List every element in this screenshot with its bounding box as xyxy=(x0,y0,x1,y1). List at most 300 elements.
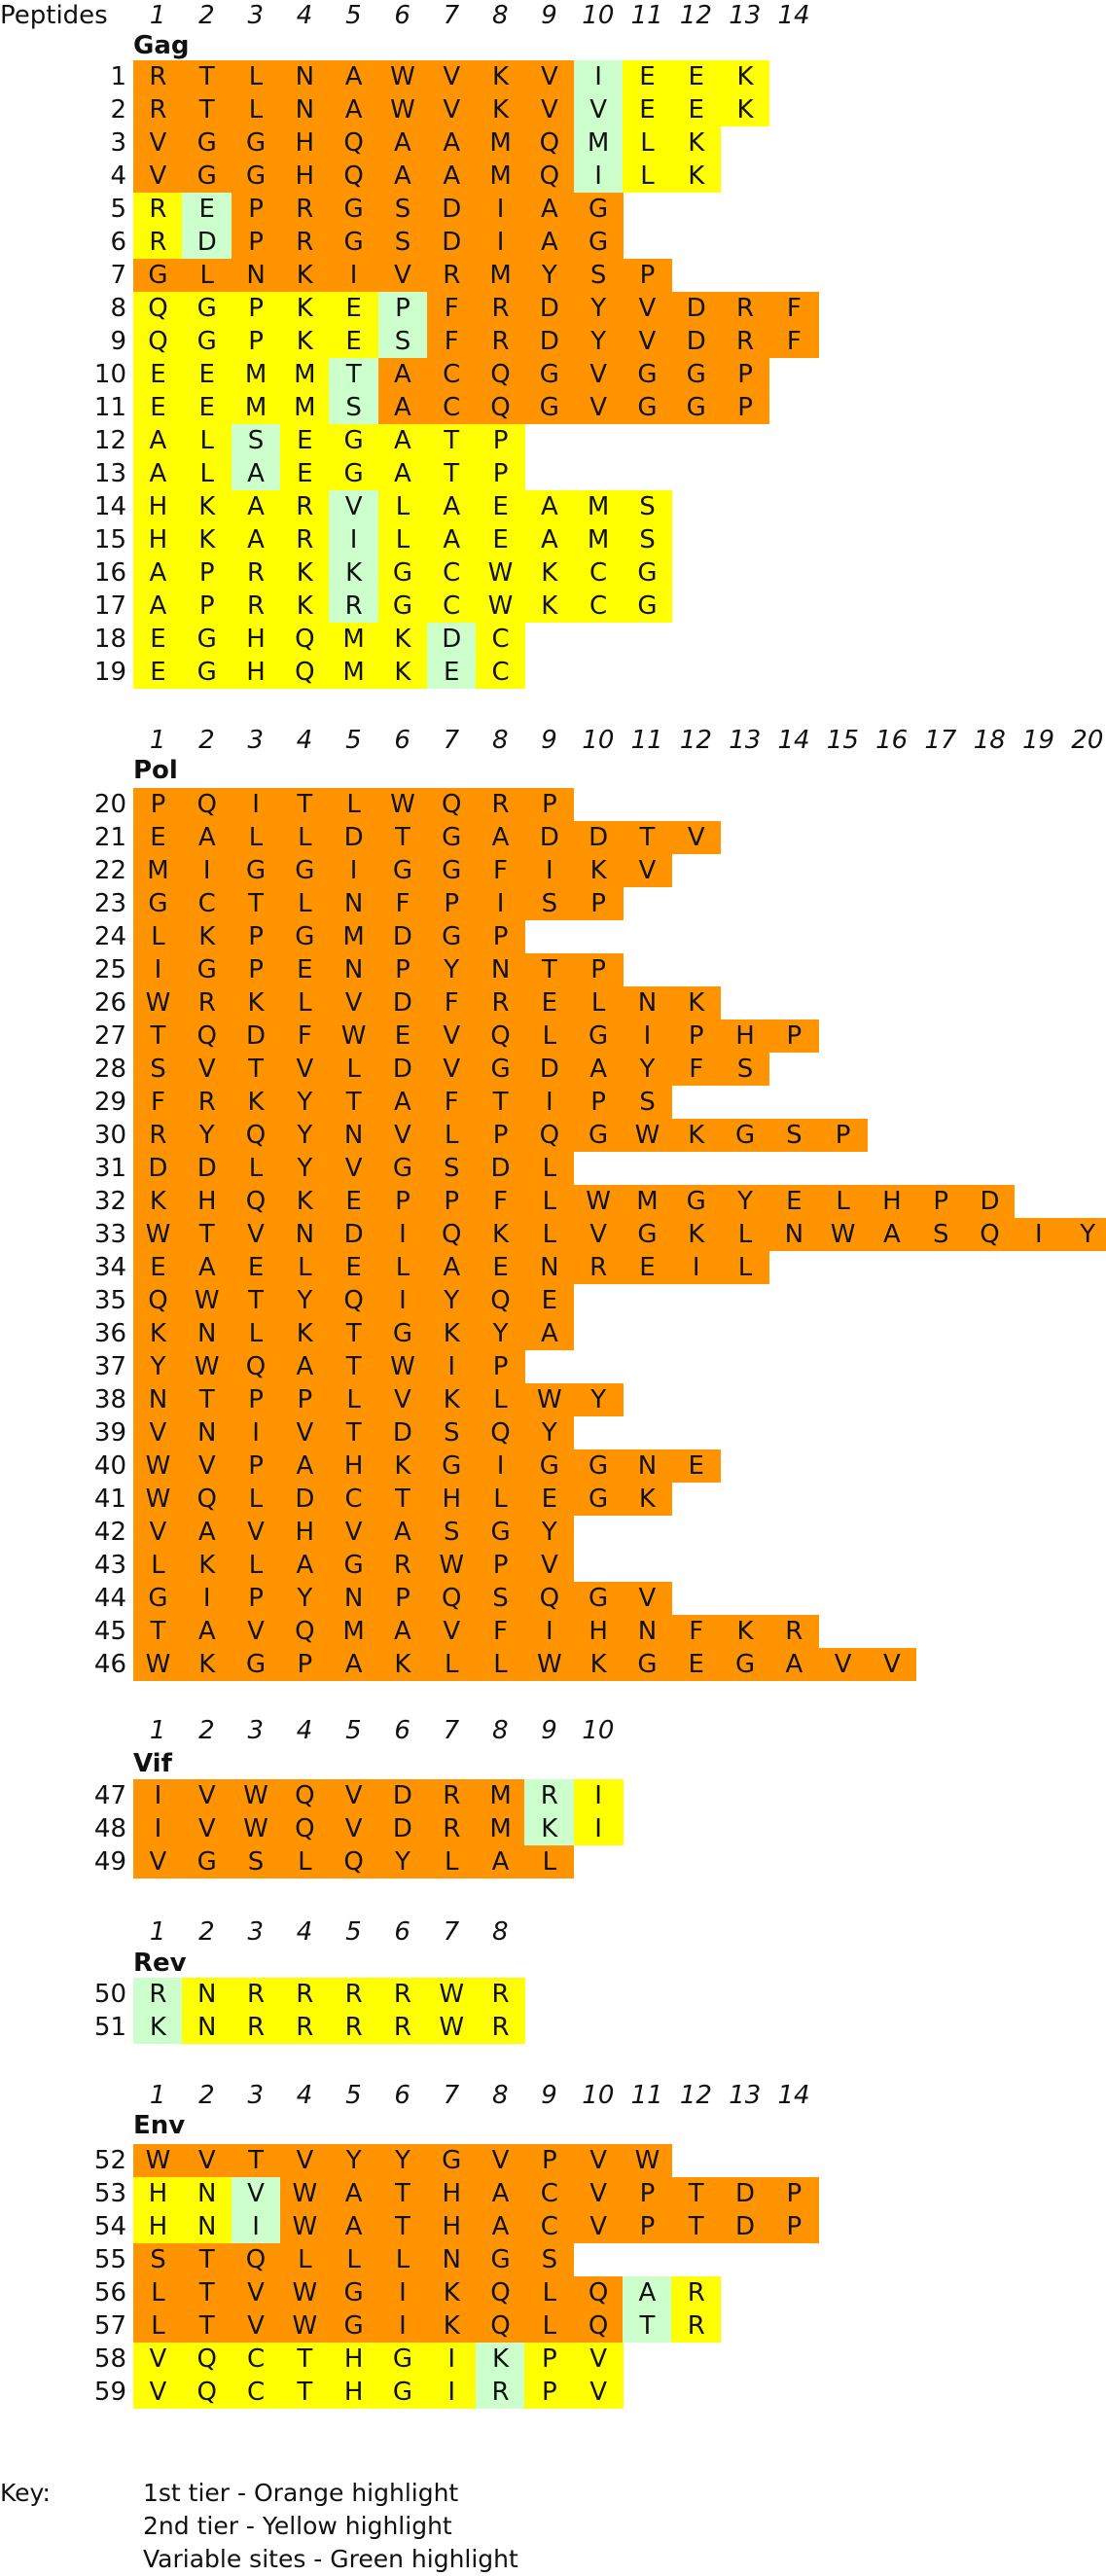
residue-cell: P xyxy=(232,193,281,226)
residue-cell: M xyxy=(232,358,281,391)
column-position-number: 4 xyxy=(296,2081,313,2110)
residue-cell: L xyxy=(378,523,428,556)
column-position-number: 10 xyxy=(582,2081,615,2110)
residue-cell: A xyxy=(232,457,281,490)
residue-cell: S xyxy=(427,1152,477,1185)
residue-cell: T xyxy=(232,1053,281,1086)
residue-cell: D xyxy=(232,1020,281,1053)
residue-cell: E xyxy=(524,986,574,1020)
residue-cell: A xyxy=(476,2177,525,2210)
column-position-number: 4 xyxy=(296,1917,313,1947)
residue-cell: N xyxy=(329,1582,378,1615)
residue-cell: G xyxy=(623,590,672,623)
residue-cell: E xyxy=(378,1020,428,1053)
column-position-number: 3 xyxy=(247,1716,265,1745)
residue-cell: S xyxy=(476,1582,525,1615)
residue-cell: V xyxy=(574,1218,624,1251)
residue-cell: L xyxy=(232,1152,281,1185)
residue-cell: C xyxy=(232,2343,281,2376)
residue-cell: G xyxy=(378,2376,428,2409)
residue-cell: I xyxy=(378,2276,428,2309)
residue-cell: K xyxy=(476,60,525,93)
residue-cell: D xyxy=(671,292,721,325)
residue-cell: L xyxy=(524,1845,574,1878)
residue-cell: S xyxy=(623,523,672,556)
residue-cell: D xyxy=(524,821,574,854)
residue-cell: W xyxy=(133,986,183,1020)
residue-cell: Q xyxy=(524,1582,574,1615)
residue-cell: T xyxy=(182,1218,232,1251)
residue-cell: C xyxy=(574,556,624,590)
residue-cell: H xyxy=(232,623,281,656)
peptide-number: 30 xyxy=(93,1121,126,1150)
column-position-number: 10 xyxy=(582,1,615,30)
residue-cell: R xyxy=(524,1779,574,1812)
residue-cell: Y xyxy=(280,1086,330,1119)
residue-cell: K xyxy=(427,1383,477,1416)
residue-cell: Q xyxy=(329,1284,378,1317)
residue-cell: F xyxy=(427,292,477,325)
residue-cell: A xyxy=(476,2210,525,2243)
residue-cell: K xyxy=(623,1483,672,1516)
column-position-number: 7 xyxy=(443,726,460,755)
peptide-number: 50 xyxy=(93,1980,126,2009)
residue-cell: S xyxy=(623,1086,672,1119)
peptide-number: 46 xyxy=(93,1650,126,1679)
residue-cell: G xyxy=(133,259,183,292)
column-position-number: 13 xyxy=(729,1,762,30)
residue-cell: L xyxy=(476,1483,525,1516)
residue-cell: G xyxy=(721,1648,770,1681)
column-position-number: 8 xyxy=(491,2081,509,2110)
residue-cell: T xyxy=(182,2309,232,2343)
peptide-number: 2 xyxy=(110,95,126,125)
residue-cell: Q xyxy=(182,2376,232,2409)
residue-cell: D xyxy=(378,1779,428,1812)
residue-cell: R xyxy=(280,193,330,226)
residue-cell: R xyxy=(232,590,281,623)
residue-cell: E xyxy=(329,292,378,325)
peptide-number: 20 xyxy=(93,790,126,819)
peptide-number: 23 xyxy=(93,889,126,918)
column-position-number: 4 xyxy=(296,726,313,755)
residue-cell: P xyxy=(916,1185,966,1218)
residue-cell: S xyxy=(232,424,281,457)
residue-cell: P xyxy=(476,424,525,457)
residue-cell: P xyxy=(721,358,770,391)
residue-cell: L xyxy=(232,60,281,93)
residue-cell: A xyxy=(133,424,183,457)
residue-cell: L xyxy=(280,986,330,1020)
residue-cell: W xyxy=(427,1978,477,2011)
residue-cell: W xyxy=(329,1020,378,1053)
residue-cell: P xyxy=(378,1582,428,1615)
residue-cell: S xyxy=(427,1516,477,1549)
residue-cell: H xyxy=(329,2376,378,2409)
residue-cell: V xyxy=(623,292,672,325)
peptide-number: 29 xyxy=(93,1088,126,1117)
column-position-number: 6 xyxy=(394,1917,410,1947)
residue-cell: L xyxy=(329,1383,378,1416)
residue-cell: V xyxy=(524,93,574,126)
residue-cell: V xyxy=(182,1812,232,1845)
residue-cell: G xyxy=(671,1185,721,1218)
residue-cell: Q xyxy=(133,325,183,358)
residue-cell: E xyxy=(524,1483,574,1516)
residue-cell: K xyxy=(280,259,330,292)
residue-cell: L xyxy=(182,457,232,490)
residue-cell: R xyxy=(133,193,183,226)
peptide-number: 33 xyxy=(93,1220,126,1249)
residue-cell: V xyxy=(133,1516,183,1549)
residue-cell: M xyxy=(476,126,525,160)
residue-cell: Y xyxy=(280,1152,330,1185)
residue-cell: I xyxy=(232,1416,281,1449)
residue-cell: T xyxy=(280,2376,330,2409)
residue-cell: H xyxy=(280,126,330,160)
residue-cell: V xyxy=(182,2144,232,2177)
residue-cell: D xyxy=(721,2177,770,2210)
residue-cell: W xyxy=(133,1483,183,1516)
residue-cell: D xyxy=(378,1053,428,1086)
peptide-number: 56 xyxy=(93,2278,126,2308)
peptide-number: 48 xyxy=(93,1814,126,1843)
residue-cell: G xyxy=(574,1020,624,1053)
residue-cell: I xyxy=(133,1779,183,1812)
residue-cell: K xyxy=(378,1648,428,1681)
protein-name-rev: Rev xyxy=(133,1949,187,1978)
residue-cell: L xyxy=(476,1648,525,1681)
residue-cell: A xyxy=(378,1615,428,1648)
residue-cell: A xyxy=(329,2177,378,2210)
column-position-number: 9 xyxy=(541,1,557,30)
residue-cell: K xyxy=(378,623,428,656)
residue-cell: V xyxy=(133,2376,183,2409)
residue-cell: F xyxy=(769,292,819,325)
residue-cell: K xyxy=(427,1317,477,1350)
residue-cell: C xyxy=(427,391,477,424)
key-entry: 2nd tier - Yellow highlight xyxy=(143,2512,452,2540)
residue-cell: V xyxy=(574,391,624,424)
residue-cell: W xyxy=(133,1648,183,1681)
residue-cell: R xyxy=(671,2309,721,2343)
residue-cell: T xyxy=(378,2210,428,2243)
residue-cell: F xyxy=(133,1086,183,1119)
residue-cell: L xyxy=(232,821,281,854)
residue-cell: Q xyxy=(476,2276,525,2309)
residue-cell: A xyxy=(427,1251,477,1284)
residue-cell: Y xyxy=(427,1284,477,1317)
residue-cell: K xyxy=(476,1218,525,1251)
residue-cell: R xyxy=(280,226,330,259)
residue-cell: N xyxy=(476,953,525,986)
residue-cell: R xyxy=(133,1978,183,2011)
residue-cell: H xyxy=(329,1449,378,1483)
residue-cell: I xyxy=(1014,1218,1063,1251)
residue-cell: T xyxy=(476,1086,525,1119)
peptide-number: 8 xyxy=(110,294,126,323)
column-position-number: 12 xyxy=(679,1,712,30)
peptide-number: 28 xyxy=(93,1055,126,1084)
residue-cell: Y xyxy=(427,953,477,986)
residue-cell: N xyxy=(329,887,378,920)
residue-cell: L xyxy=(623,126,672,160)
residue-cell: I xyxy=(182,1582,232,1615)
residue-cell: Q xyxy=(133,1284,183,1317)
column-position-number: 9 xyxy=(541,2081,557,2110)
residue-cell: A xyxy=(574,1053,624,1086)
residue-cell: W xyxy=(476,556,525,590)
residue-cell: L xyxy=(378,1251,428,1284)
residue-cell: W xyxy=(524,1383,574,1416)
residue-cell: Y xyxy=(574,1383,624,1416)
residue-cell: Y xyxy=(623,1053,672,1086)
residue-cell: T xyxy=(427,424,477,457)
residue-cell: H xyxy=(133,523,183,556)
residue-cell: F xyxy=(671,1615,721,1648)
peptide-number: 43 xyxy=(93,1551,126,1580)
peptide-number: 9 xyxy=(110,327,126,356)
residue-cell: V xyxy=(232,1218,281,1251)
residue-cell: T xyxy=(329,1416,378,1449)
residue-cell: A xyxy=(476,821,525,854)
residue-cell: E xyxy=(133,821,183,854)
residue-cell: A xyxy=(133,590,183,623)
residue-cell: G xyxy=(329,457,378,490)
residue-cell: L xyxy=(329,2243,378,2276)
residue-cell: E xyxy=(769,1185,819,1218)
column-position-number: 17 xyxy=(924,726,957,755)
residue-cell: G xyxy=(329,226,378,259)
residue-cell: I xyxy=(329,523,378,556)
residue-cell: G xyxy=(623,391,672,424)
residue-cell: G xyxy=(329,1549,378,1582)
column-position-number: 1 xyxy=(149,726,166,755)
column-position-number: 5 xyxy=(345,1917,362,1947)
residue-cell: Y xyxy=(721,1185,770,1218)
residue-cell: W xyxy=(378,1350,428,1383)
peptide-number: 52 xyxy=(93,2146,126,2175)
residue-cell: Q xyxy=(574,2309,624,2343)
residue-cell: R xyxy=(427,259,477,292)
residue-cell: K xyxy=(524,590,574,623)
residue-cell: K xyxy=(133,1185,183,1218)
residue-cell: V xyxy=(133,1845,183,1878)
residue-cell: G xyxy=(329,424,378,457)
column-position-number: 1 xyxy=(149,1716,166,1745)
residue-cell: M xyxy=(574,490,624,523)
residue-cell: V xyxy=(427,1615,477,1648)
column-position-number: 2 xyxy=(198,726,215,755)
residue-cell: R xyxy=(378,1549,428,1582)
column-position-number: 8 xyxy=(491,1,509,30)
residue-cell: V xyxy=(574,93,624,126)
residue-cell: G xyxy=(427,1449,477,1483)
residue-cell: K xyxy=(671,1218,721,1251)
residue-cell: L xyxy=(427,1845,477,1878)
residue-cell: K xyxy=(232,986,281,1020)
residue-cell: Q xyxy=(280,623,330,656)
residue-cell: A xyxy=(378,1086,428,1119)
residue-cell: G xyxy=(329,193,378,226)
residue-cell: W xyxy=(232,1779,281,1812)
residue-cell: A xyxy=(769,1648,819,1681)
residue-cell: Q xyxy=(329,1845,378,1878)
residue-cell: K xyxy=(280,556,330,590)
residue-cell: N xyxy=(623,1449,672,1483)
residue-cell: V xyxy=(232,2177,281,2210)
column-position-number: 5 xyxy=(345,1,362,30)
residue-cell: K xyxy=(476,93,525,126)
residue-cell: I xyxy=(378,1218,428,1251)
residue-cell: R xyxy=(280,1978,330,2011)
residue-cell: K xyxy=(280,292,330,325)
residue-cell: Q xyxy=(280,1615,330,1648)
column-position-number: 11 xyxy=(630,2081,663,2110)
residue-cell: R xyxy=(721,325,770,358)
column-position-number: 4 xyxy=(296,1716,313,1745)
residue-cell: D xyxy=(671,325,721,358)
residue-cell: G xyxy=(182,953,232,986)
column-position-number: 16 xyxy=(875,726,909,755)
residue-cell: I xyxy=(133,953,183,986)
residue-cell: S xyxy=(524,2243,574,2276)
peptide-number: 35 xyxy=(93,1286,126,1315)
residue-cell: Q xyxy=(232,1185,281,1218)
residue-cell: E xyxy=(427,656,477,689)
residue-cell: Y xyxy=(280,1284,330,1317)
peptide-number: 21 xyxy=(93,823,126,852)
residue-cell: N xyxy=(623,1615,672,1648)
residue-cell: T xyxy=(280,2343,330,2376)
peptide-number: 13 xyxy=(93,459,126,488)
column-position-number: 7 xyxy=(443,1716,460,1745)
residue-cell: K xyxy=(574,854,624,887)
residue-cell: L xyxy=(280,887,330,920)
peptide-number: 42 xyxy=(93,1518,126,1547)
residue-cell: L xyxy=(378,490,428,523)
residue-cell: M xyxy=(574,126,624,160)
column-position-number: 10 xyxy=(582,726,615,755)
residue-cell: Q xyxy=(476,358,525,391)
residue-cell: G xyxy=(378,2343,428,2376)
residue-cell: E xyxy=(133,1251,183,1284)
residue-cell: K xyxy=(133,1317,183,1350)
residue-cell: V xyxy=(574,2210,624,2243)
residue-cell: V xyxy=(329,490,378,523)
residue-cell: G xyxy=(427,854,477,887)
protein-name-gag: Gag xyxy=(133,31,190,60)
residue-cell: V xyxy=(133,126,183,160)
column-position-number: 3 xyxy=(247,726,265,755)
residue-cell: I xyxy=(476,887,525,920)
residue-cell: G xyxy=(524,1449,574,1483)
residue-cell: A xyxy=(427,490,477,523)
residue-cell: R xyxy=(378,2011,428,2044)
residue-cell: P xyxy=(232,292,281,325)
residue-cell: A xyxy=(476,1845,525,1878)
residue-cell: G xyxy=(329,2276,378,2309)
residue-cell: C xyxy=(427,556,477,590)
residue-cell: T xyxy=(182,60,232,93)
residue-cell: N xyxy=(182,2177,232,2210)
residue-cell: R xyxy=(574,1251,624,1284)
residue-cell: G xyxy=(623,1648,672,1681)
residue-cell: V xyxy=(427,1020,477,1053)
residue-cell: L xyxy=(232,1317,281,1350)
column-position-number: 12 xyxy=(679,2081,712,2110)
residue-cell: R xyxy=(133,93,183,126)
residue-cell: D xyxy=(329,1218,378,1251)
residue-cell: V xyxy=(574,2144,624,2177)
residue-cell: G xyxy=(378,556,428,590)
residue-cell: A xyxy=(329,93,378,126)
peptide-number: 31 xyxy=(93,1154,126,1183)
residue-cell: A xyxy=(524,490,574,523)
residue-cell: P xyxy=(574,887,624,920)
residue-cell: A xyxy=(329,60,378,93)
residue-cell: K xyxy=(182,920,232,953)
residue-cell: K xyxy=(671,160,721,193)
residue-cell: L xyxy=(133,2309,183,2343)
residue-cell: D xyxy=(574,821,624,854)
column-position-number: 7 xyxy=(443,1917,460,1947)
peptide-number: 7 xyxy=(110,261,126,290)
residue-cell: P xyxy=(524,2376,574,2409)
residue-cell: E xyxy=(280,953,330,986)
residue-cell: K xyxy=(574,1648,624,1681)
residue-cell: N xyxy=(524,1251,574,1284)
residue-cell: K xyxy=(671,986,721,1020)
residue-cell: S xyxy=(232,1845,281,1878)
residue-cell: C xyxy=(574,590,624,623)
residue-cell: V xyxy=(182,1779,232,1812)
residue-cell: V xyxy=(378,1383,428,1416)
residue-cell: D xyxy=(133,1152,183,1185)
residue-cell: K xyxy=(280,1185,330,1218)
residue-cell: L xyxy=(524,1020,574,1053)
residue-cell: P xyxy=(769,2177,819,2210)
residue-cell: P xyxy=(524,2144,574,2177)
residue-cell: Q xyxy=(476,1284,525,1317)
residue-cell: K xyxy=(671,1119,721,1152)
residue-cell: V xyxy=(232,1516,281,1549)
residue-cell: P xyxy=(232,325,281,358)
residue-cell: N xyxy=(623,986,672,1020)
residue-cell: Y xyxy=(574,292,624,325)
residue-cell: R xyxy=(232,556,281,590)
residue-cell: R xyxy=(427,1812,477,1845)
column-position-number: 5 xyxy=(345,2081,362,2110)
residue-cell: E xyxy=(476,523,525,556)
residue-cell: W xyxy=(818,1218,868,1251)
residue-cell: H xyxy=(721,1020,770,1053)
residue-cell: T xyxy=(232,887,281,920)
residue-cell: P xyxy=(476,1350,525,1383)
column-position-number: 18 xyxy=(973,726,1006,755)
residue-cell: D xyxy=(524,1053,574,1086)
residue-cell: A xyxy=(182,1615,232,1648)
residue-cell: S xyxy=(769,1119,819,1152)
residue-cell: C xyxy=(476,623,525,656)
residue-cell: P xyxy=(524,788,574,821)
residue-cell: V xyxy=(280,1416,330,1449)
residue-cell: T xyxy=(329,1086,378,1119)
residue-cell: S xyxy=(574,259,624,292)
residue-cell: F xyxy=(427,1086,477,1119)
peptide-number: 27 xyxy=(93,1021,126,1051)
residue-cell: L xyxy=(280,2243,330,2276)
